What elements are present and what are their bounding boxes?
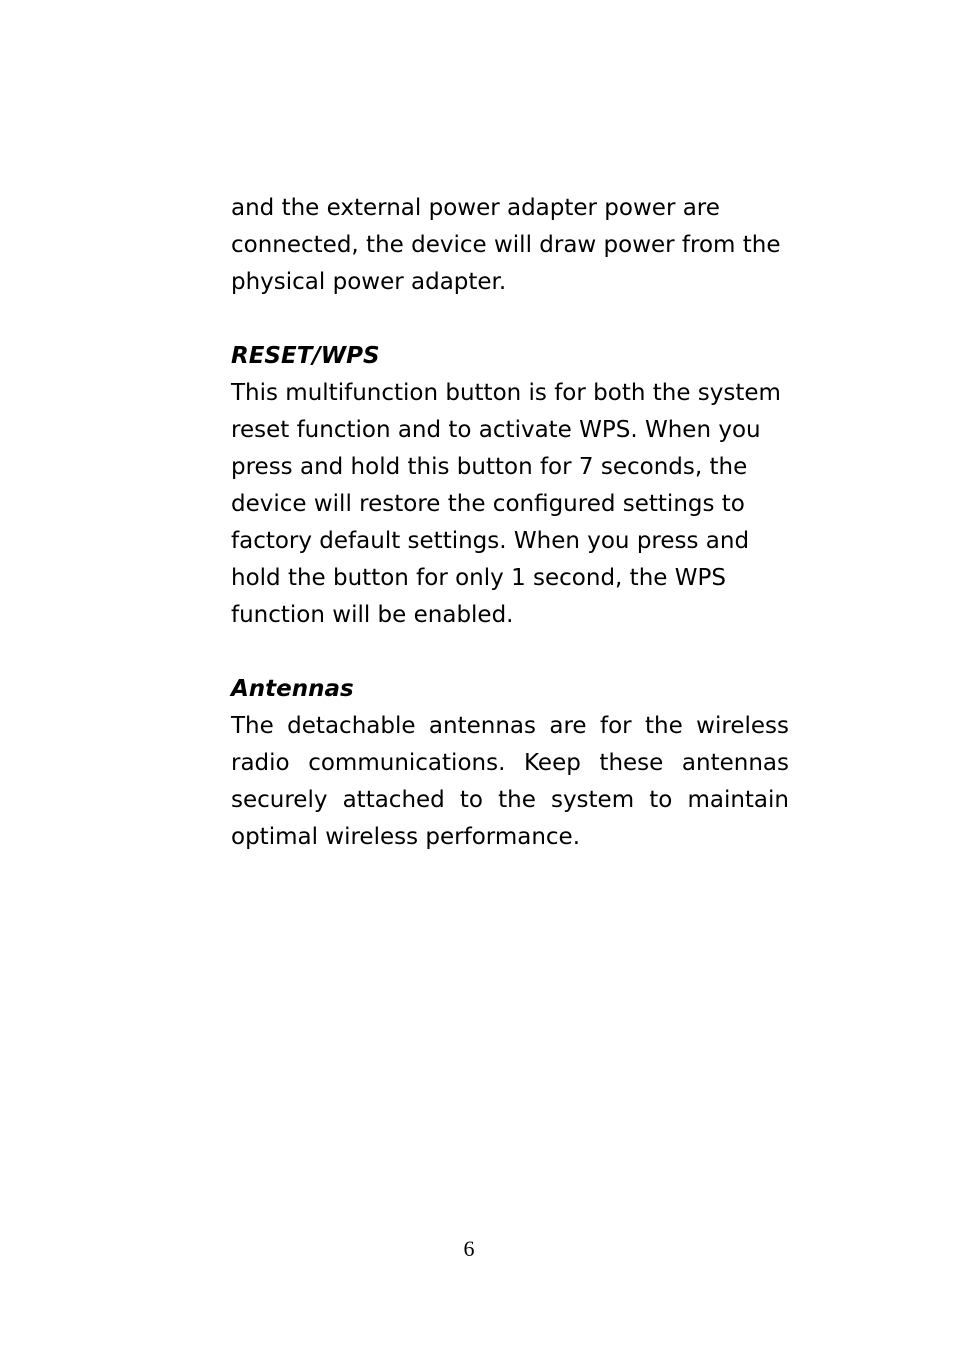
spacer	[231, 301, 789, 338]
section-heading-antennas: Antennas	[231, 676, 354, 702]
section-body-reset-wps: This multifunction button is for both the system reset function and to activate WPS. When you press and hold this button for 7 seconds, the device will restore the configured settings to factory default settings. When you press and hold the button for only 1 second, the WPS function will be enabled.	[231, 380, 781, 628]
section-body-antennas: The detachable antennas are for the wireless radio communications. Keep these antennas securely attached to the system to maintain optimal wireless performance.	[231, 713, 789, 850]
section-heading-reset-wps: RESET/WPS	[231, 343, 380, 369]
page-number: 6	[463, 1236, 475, 1261]
spacer	[231, 634, 789, 671]
intro-paragraph: and the external power adapter power are connected, the device will draw power from the physical power adapter.	[231, 195, 781, 295]
document-body	[231, 190, 789, 856]
